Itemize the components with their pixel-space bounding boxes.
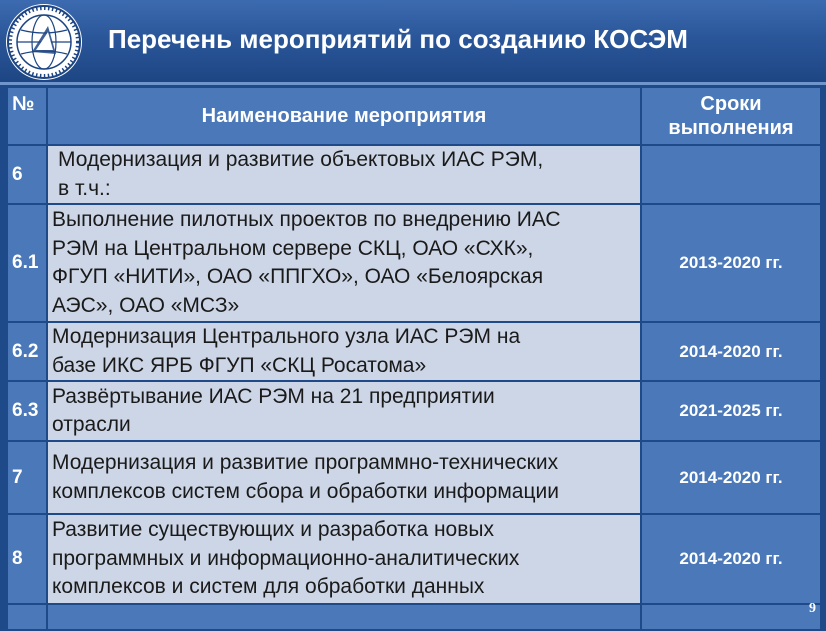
column-header-deadline: Сроки выполнения bbox=[642, 88, 820, 144]
row-number: 8 bbox=[8, 515, 46, 603]
row-name-line: АЭС», ОАО «МСЗ» bbox=[52, 293, 240, 317]
table-row bbox=[8, 205, 820, 321]
column-header-name: Наименование мероприятия bbox=[48, 88, 640, 144]
row-deadline: 2014-2020 гг. bbox=[642, 442, 820, 513]
globe-emblem-icon bbox=[6, 4, 82, 80]
row-name bbox=[48, 442, 640, 513]
table-row bbox=[8, 146, 820, 203]
row-number: 6 bbox=[8, 146, 46, 203]
row-name bbox=[48, 146, 640, 203]
row-deadline: 2014-2020 гг. bbox=[642, 515, 820, 603]
row-name-line: комплексов систем сбора и обработки информации bbox=[52, 479, 559, 503]
slide-header bbox=[0, 0, 826, 84]
table-row bbox=[8, 382, 820, 440]
row-number: 6.1 bbox=[8, 205, 46, 321]
page-number: 9 bbox=[809, 601, 816, 616]
header-divider bbox=[0, 82, 826, 85]
column-header-number: № bbox=[8, 88, 46, 144]
row-number: 6.2 bbox=[8, 323, 46, 380]
row-number: 7 bbox=[8, 442, 46, 513]
row-deadline: 2014-2020 гг. bbox=[642, 323, 820, 380]
footer-cell bbox=[8, 605, 46, 629]
row-name-line: комплексов и систем для обработки данных bbox=[52, 575, 485, 599]
table-footer-row bbox=[8, 605, 820, 629]
row-name-line: Модернизация Центрального узла ИАС РЭМ на bbox=[52, 325, 521, 348]
footer-cell bbox=[642, 605, 820, 629]
row-name bbox=[48, 323, 640, 380]
slide-title: Перечень мероприятий по созданию КОСЭМ bbox=[108, 24, 688, 54]
row-name-line: Модернизация и развитие объектовых ИАС РЭМ, bbox=[58, 148, 544, 171]
table-row bbox=[8, 515, 820, 603]
row-number: 6.3 bbox=[8, 382, 46, 440]
row-name-line: Модернизация и развитие программно-технических bbox=[52, 451, 559, 474]
row-name-line: Выполнение пилотных проектов по внедрению ИАС bbox=[52, 208, 561, 231]
row-name bbox=[48, 382, 640, 440]
measures-table bbox=[6, 86, 822, 631]
row-name-line: РЭМ на Центральном сервере СКЦ, ОАО «СХК», bbox=[52, 236, 534, 260]
row-name-line: базе ИКС ЯРБ ФГУП «СКЦ Росатома» bbox=[52, 353, 427, 377]
table-header-row bbox=[8, 88, 820, 144]
table-row bbox=[8, 442, 820, 513]
row-name-line: ФГУП «НИТИ», ОАО «ППГХО», ОАО «Белоярская bbox=[52, 265, 544, 288]
row-deadline: 2013-2020 гг. bbox=[642, 205, 820, 321]
row-name-line: отрасли bbox=[52, 413, 131, 436]
table-row bbox=[8, 323, 820, 380]
row-deadline bbox=[642, 146, 820, 203]
footer-cell bbox=[48, 605, 640, 629]
row-name-line: программных и информационно-аналитических bbox=[52, 546, 520, 570]
row-name-line: Развёртывание ИАС РЭМ на 21 предприятии bbox=[52, 384, 495, 408]
row-name bbox=[48, 205, 640, 321]
row-name-line: Развитие существующих и разработка новых bbox=[52, 518, 494, 542]
row-deadline: 2021-2025 гг. bbox=[642, 382, 820, 440]
row-name bbox=[48, 515, 640, 603]
row-name-line: в т.ч.: bbox=[58, 176, 111, 200]
